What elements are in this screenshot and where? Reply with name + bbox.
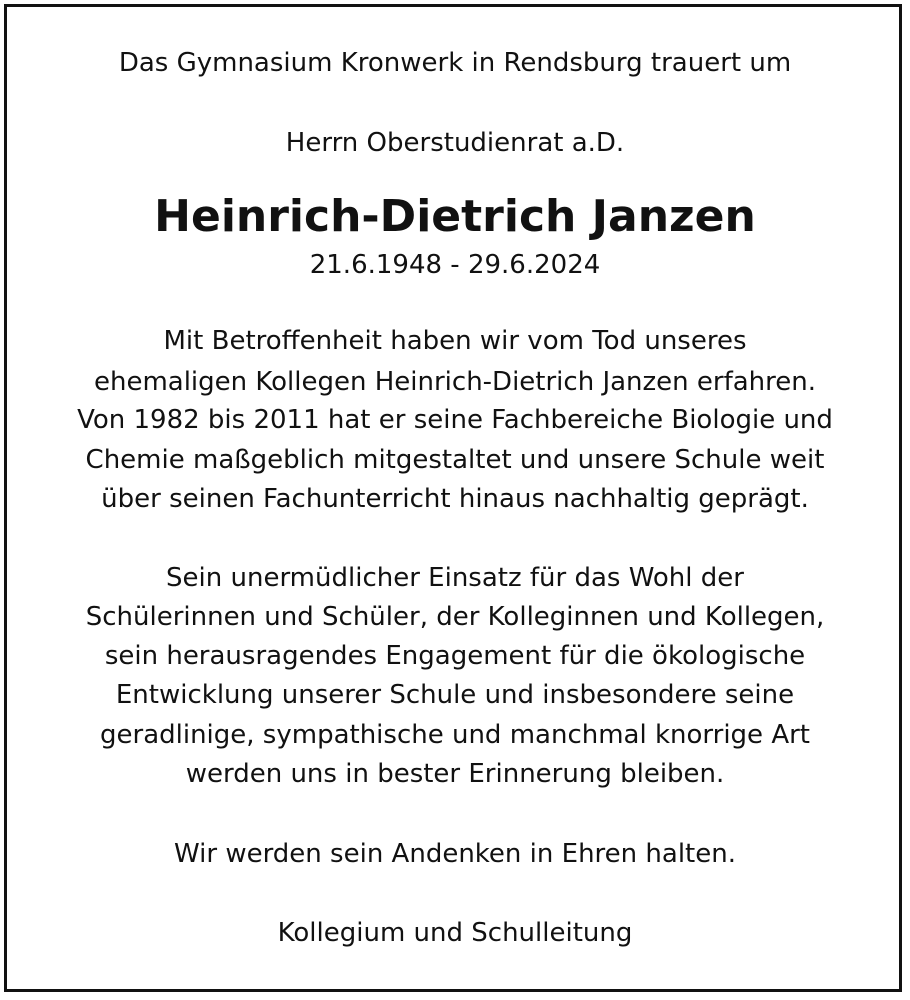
- paragraph-2-line: sein herausragendes Engagement für die ökologische: [104, 641, 806, 671]
- paragraph-2-line: Schülerinnen und Schüler, der Kolleginnen und Kollegen,: [85, 602, 825, 632]
- paragraph-1-line: Von 1982 bis 2011 hat er seine Fachbereiche Biologie und: [77, 405, 833, 435]
- paragraph-1-line: Mit Betroffenheit haben wir vom Tod unseres: [163, 326, 747, 356]
- intro-line: Das Gymnasium Kronwerk in Rendsburg trauert um: [118, 48, 792, 78]
- paragraph-2-line: werden uns in bester Erinnerung bleiben.: [185, 759, 725, 789]
- signature-line: Kollegium und Schulleitung: [277, 918, 633, 948]
- paragraph-1-line: ehemaligen Kollegen Heinrich-Dietrich Janzen erfahren.: [93, 367, 817, 397]
- deceased-name: Heinrich-Dietrich Janzen: [154, 191, 756, 242]
- honorific-title: Herrn Oberstudienrat a.D.: [285, 128, 625, 158]
- paragraph-1-line: Chemie maßgeblich mitgestaltet und unsere Schule weit: [85, 445, 825, 475]
- life-dates: 21.6.1948 - 29.6.2024: [309, 250, 601, 280]
- paragraph-2-line: Sein unermüdlicher Einsatz für das Wohl der: [166, 563, 744, 593]
- closing-line: Wir werden sein Andenken in Ehren halten.: [174, 839, 736, 869]
- paragraph-1-line: über seinen Fachunterricht hinaus nachhaltig geprägt.: [101, 484, 809, 514]
- paragraph-2-line: Entwicklung unserer Schule und insbesondere seine: [115, 680, 795, 710]
- paragraph-2-line: geradlinige, sympathische und manchmal knorrige Art: [100, 720, 810, 750]
